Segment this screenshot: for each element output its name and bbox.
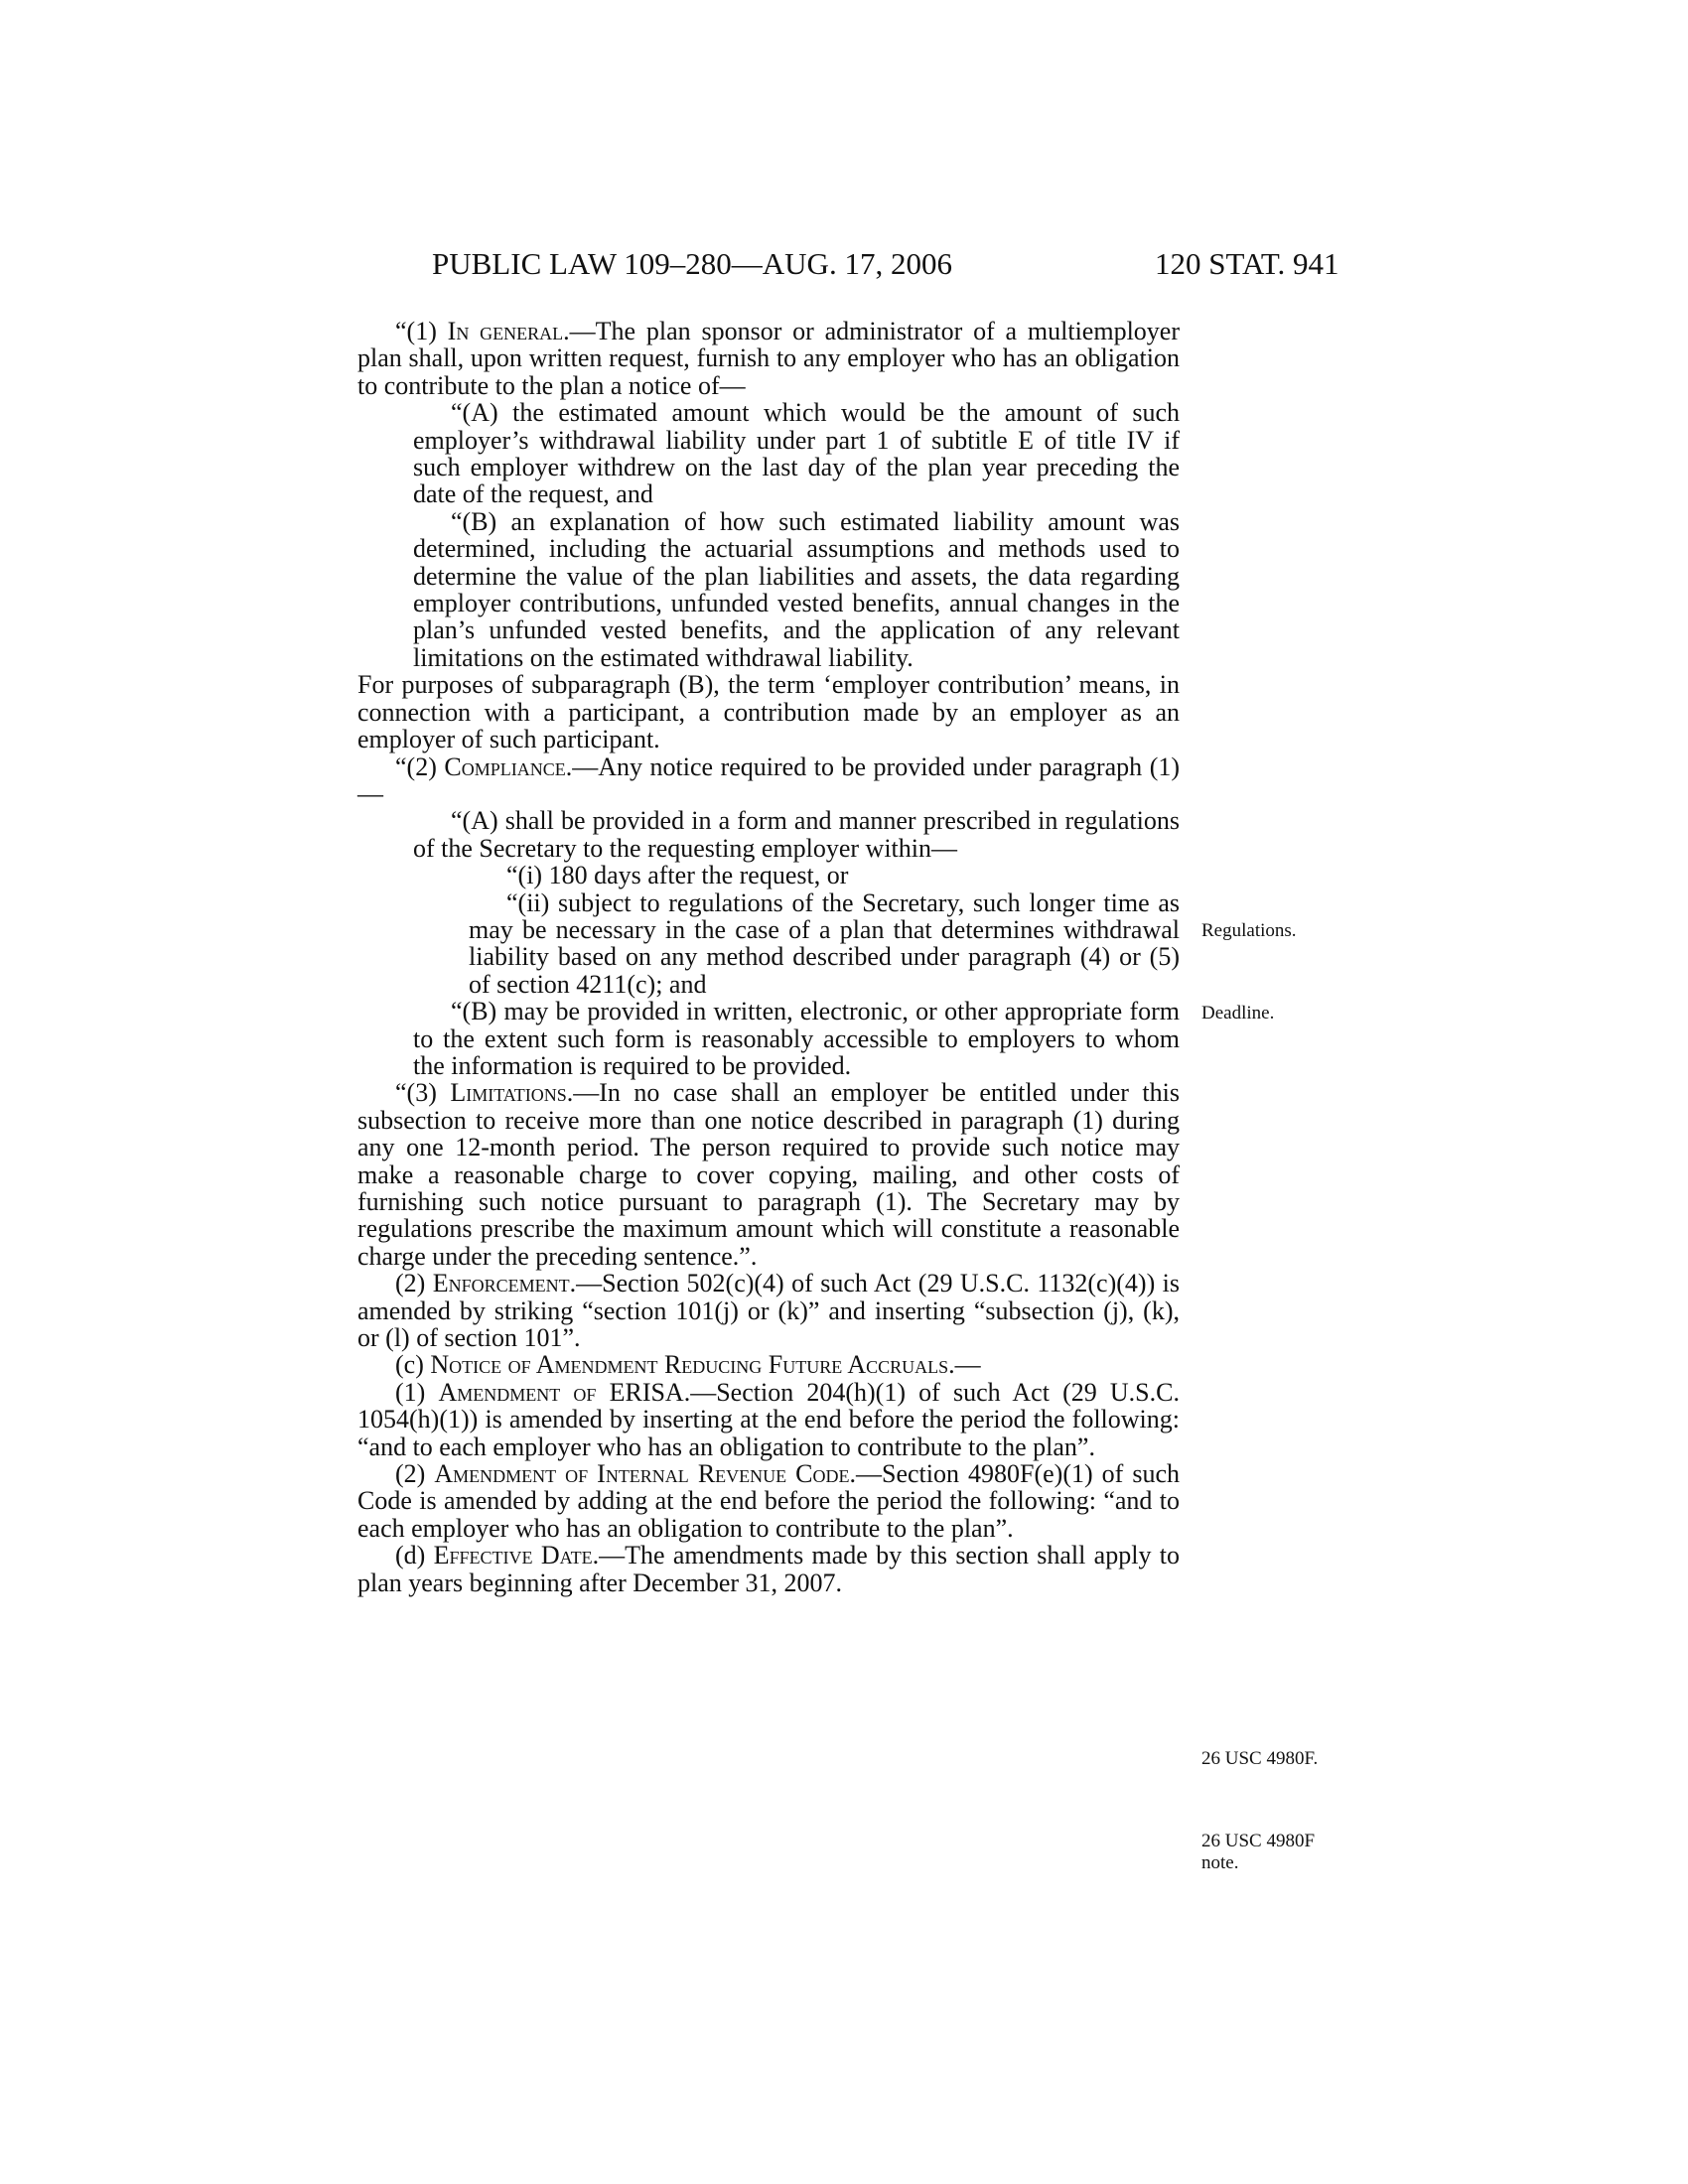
margin-note-line-1: 26 USC 4980F xyxy=(1201,1831,1316,1851)
page-header xyxy=(0,244,1688,284)
compliance-subparagraph-b: “(B) may be provided in written, electronic, or other appropriate form to the extent such form is reasonably accessible to employers to whom the information is required to be provided. xyxy=(413,997,1180,1080)
header-title: PUBLIC LAW 109–280—AUG. 17, 2006 xyxy=(432,246,952,281)
clause-i-180-days: “(i) 180 days after the request, or xyxy=(506,861,849,890)
subparagraph-b-explanation: “(B) an explanation of how such estimated liability amount was determined, including the actuarial assumptions and methods used to determine the value of the plan liabilities and assets, the data regarding employer contributions, unfunded vested benefits, annual changes in the plan’s unfunded vested benefits, and the application of any relevant limitations on the estimated withdrawal liability. xyxy=(413,506,1180,672)
statute-page-number: 120 STAT. 941 xyxy=(1155,246,1339,281)
paragraph-2-compliance: “(2) Compliance.—Any notice required to be provided under paragraph (1)— xyxy=(357,751,1181,808)
subparagraph-a-estimated-amount: “(A) the estimated amount which would be the amount of such employer’s withdrawal liability under part 1 of subtitle E of title IV if such employer withdrew on the last day of the plan year preceding the date of the request, and xyxy=(413,398,1180,509)
margin-note-usc-4980f: 26 USC 4980F. xyxy=(1201,1748,1319,1769)
paragraph-1-in-general: “(1) In general.—The plan sponsor or administrator of a multiemployer plan shall, upon written request, furnish to any employer who has an obligation to contribute to the plan a notice of— xyxy=(357,317,1180,400)
document-body xyxy=(357,318,1180,1596)
clause-ii-longer-time: “(ii) subject to regulations of the Secretary, such longer time as may be necessary in the case of a plan that determines withdrawal liability based on any method described under paragraph (4) or (5) of section 4211(c); and xyxy=(469,887,1180,999)
margin-note-regulations: Regulations. xyxy=(1201,920,1297,941)
margin-note-deadline: Deadline. xyxy=(1201,1003,1275,1024)
employer-contribution-definition: For purposes of subparagraph (B), the term ‘employer contribution’ means, in connection with a participant, a contribution made by an employer as an employer of such participant. xyxy=(357,670,1180,754)
subsection-d-effective-date: (d) Effective Date.—The amendments made by this section shall apply to plan years beginning after December 31, 2007. xyxy=(357,1541,1180,1597)
paragraph-amendment-of-erisa: (1) Amendment of ERISA.—Section 204(h)(1) of such Act (29 U.S.C. 1054(h)(1)) is amended by inserting at the end before the period the following: “and to each employer who has an obligation to contribute to the plan”. xyxy=(357,1377,1180,1461)
paragraph-3-limitations: “(3) Limitations.—In no case shall an employer be entitled under this subsection to receive more than one notice described in paragraph (1) during any one 12-month period. The person required to provide such notice may make a reasonable charge to cover copying, mailing, and other costs of furnishing such notice pursuant to paragraph (1). The Secretary may by regulations prescribe the maximum amount which will constitute a reasonable charge under the preceding sentence.”. xyxy=(357,1078,1180,1271)
compliance-subparagraph-a: “(A) shall be provided in a form and manner prescribed in regulations of the Secretary to the requesting employer within— xyxy=(413,806,1180,863)
paragraph-enforcement: (2) Enforcement.—Section 502(c)(4) of such Act (29 U.S.C. 1132(c)(4)) is amended by striking “section 101(j) or (k)” and inserting “subsection (j), (k), or (l) of section 101”. xyxy=(357,1269,1180,1353)
subsection-c-heading: (c) Notice of Amendment Reducing Future Accruals.— xyxy=(395,1350,981,1380)
margin-note-usc-4980f-note xyxy=(1201,1831,1400,1874)
margin-note-line-2: note. xyxy=(1201,1852,1239,1873)
paragraph-amendment-of-irc: (2) Amendment of Internal Revenue Code.—Section 4980F(e)(1) of such Code is amended by adding at the end before the period the following: “and to each employer who has an obligation to contribute to the plan”. xyxy=(357,1459,1180,1543)
